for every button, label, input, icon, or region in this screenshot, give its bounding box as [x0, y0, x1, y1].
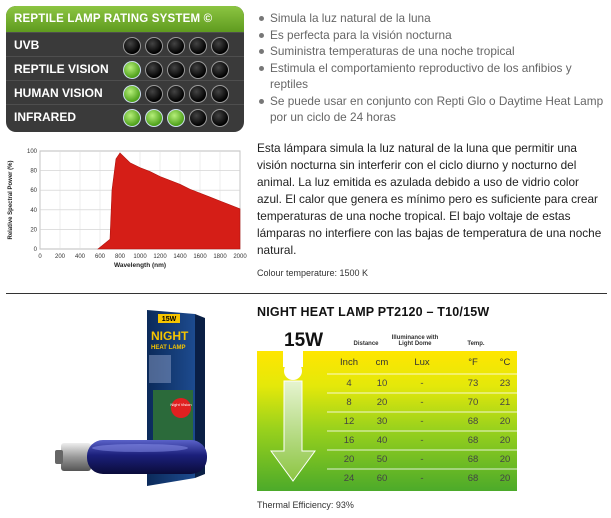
heat-table-cell-lux: - — [420, 397, 424, 408]
rating-dot-on-icon — [167, 109, 185, 127]
rating-dot-on-icon — [145, 109, 163, 127]
rating-dot-on-icon — [123, 61, 141, 79]
heat-table-cell-f: 68 — [467, 435, 479, 446]
x-tick-label: 200 — [54, 254, 66, 260]
lux-unit: Lux — [414, 357, 430, 368]
feature-item: Simula la luz natural de la luna — [256, 10, 608, 27]
heat-table-cell-inch: 16 — [343, 435, 355, 446]
rating-label: REPTILE VISION — [14, 62, 109, 76]
rating-title: REPTILE LAMP RATING SYSTEM © — [6, 6, 244, 32]
rating-dot-off-icon — [167, 61, 185, 79]
heat-table-cell-c: 20 — [499, 435, 511, 446]
rating-dot-off-icon — [211, 85, 229, 103]
rating-row — [6, 56, 244, 80]
rating-dot-off-icon — [211, 37, 229, 55]
rating-dot-off-icon — [167, 37, 185, 55]
rating-dot-off-icon — [189, 61, 207, 79]
rating-dot-off-icon — [123, 37, 141, 55]
feature-item: Se puede usar en conjunto con Repti Glo o Daytime Heat Lamp por un ciclo de 24 horas — [256, 93, 608, 126]
rating-dot-off-icon — [145, 61, 163, 79]
heat-table-cell-c: 20 — [499, 473, 511, 484]
section-divider — [6, 293, 607, 294]
y-tick-label: 20 — [30, 227, 37, 234]
x-tick-label: 1800 — [213, 254, 227, 260]
illuminance-header: Illuminance with Light Dome — [391, 335, 439, 347]
rating-dot-off-icon — [189, 85, 207, 103]
distance-header: Distance — [353, 341, 379, 347]
inch-unit: Inch — [340, 357, 358, 368]
lamp-rating-panel — [6, 6, 244, 132]
x-tick-label: 2000 — [233, 254, 247, 260]
heat-table-cell-cm: 10 — [376, 378, 388, 389]
rating-dot-off-icon — [211, 61, 229, 79]
rating-dots — [123, 85, 229, 103]
heat-table-cell-inch: 12 — [343, 416, 355, 427]
heat-table-cell-cm: 30 — [376, 416, 388, 427]
bulb-icon — [283, 351, 303, 380]
heat-table-cell-inch: 8 — [346, 397, 352, 408]
x-tick-label: 0 — [38, 254, 42, 260]
heat-table-cell-inch: 4 — [346, 378, 352, 389]
rating-dot-off-icon — [145, 37, 163, 55]
heat-table-cell-cm: 20 — [376, 397, 388, 408]
box-subname: HEAT LAMP — [151, 345, 186, 351]
rating-dot-off-icon — [145, 85, 163, 103]
y-tick-label: 0 — [33, 247, 37, 253]
y-axis-label: Relative Spectral Power (%) — [8, 160, 14, 240]
feature-item: Es perfecta para la visión nocturna — [256, 27, 608, 44]
night-lamp-title: NIGHT HEAT LAMP PT2120 – T10/15W — [257, 305, 490, 319]
feature-list — [256, 10, 608, 126]
box-name: NIGHT — [151, 329, 189, 343]
rating-row — [6, 80, 244, 104]
heat-table-cell-lux: - — [420, 473, 424, 484]
heat-table-cell-lux: - — [420, 454, 424, 465]
lamp-wattage: 15W — [284, 330, 324, 351]
x-tick-label: 1400 — [173, 254, 187, 260]
heat-table-cell-cm: 60 — [376, 473, 388, 484]
heat-table-cell-cm: 50 — [376, 454, 388, 465]
heat-table-cell-lux: - — [420, 416, 424, 427]
heat-table-cell-c: 20 — [499, 416, 511, 427]
heat-table-cell-inch: 24 — [343, 473, 355, 484]
rating-label: HUMAN VISION — [14, 86, 103, 100]
celsius-unit: °C — [499, 357, 511, 368]
heat-table-cell-lux: - — [420, 435, 424, 446]
rating-row — [6, 32, 244, 56]
heat-table-cell-f: 68 — [467, 473, 479, 484]
feature-item: Estimula el comportamiento reproductivo de los anfibios y reptiles — [256, 60, 608, 93]
rating-dot-off-icon — [211, 109, 229, 127]
x-axis-label: Wavelength (nm) — [113, 262, 167, 269]
colour-temperature: Colour temperature: 1500 K — [257, 268, 369, 278]
rating-dot-off-icon — [189, 109, 207, 127]
x-tick-label: 400 — [74, 254, 86, 260]
product-image — [35, 300, 235, 515]
heat-table-cell-cm: 40 — [376, 435, 388, 446]
cm-unit: cm — [375, 357, 389, 368]
y-tick-label: 100 — [26, 149, 37, 155]
heat-table-cell-f: 68 — [467, 454, 479, 465]
heat-table-cell-c: 21 — [499, 397, 511, 408]
x-tick-label: 1000 — [133, 254, 147, 260]
rating-dots — [123, 61, 229, 79]
y-tick-label: 60 — [30, 188, 37, 195]
thermal-efficiency: Thermal Efficiency: 93% — [257, 500, 354, 510]
x-tick-label: 800 — [114, 254, 126, 260]
temp-header: Temp. — [467, 341, 485, 347]
box-watt: 15W — [161, 316, 177, 323]
y-tick-label: 40 — [30, 207, 37, 214]
heat-table-cell-c: 23 — [499, 378, 511, 389]
product-description: Esta lámpara simula la luz natural de la luna que permitir una visión nocturna sin interferir con el ciclo diurno y nocturno del animal. La luz emitida es azulada debido a uso de vidrio color azul. El calor que genera es mínimo pero es suficiente para crear temperaturas de una noche tropical. El bajo voltaje de estas lámparas no interfiere con las bajas de temperatura de una noche natural. — [257, 141, 602, 257]
heat-table-cell-f: 70 — [467, 397, 479, 408]
rating-dot-off-icon — [167, 85, 185, 103]
feature-item: Suministra temperaturas de una noche tropical — [256, 43, 608, 60]
rating-dot-on-icon — [123, 85, 141, 103]
spectrum-chart — [4, 143, 249, 273]
rating-row — [6, 104, 244, 128]
rating-label: INFRARED — [14, 110, 76, 124]
rating-dot-off-icon — [189, 37, 207, 55]
heat-table-cell-inch: 20 — [343, 454, 355, 465]
heat-table-cell-f: 68 — [467, 416, 479, 427]
heat-table-cell-f: 73 — [467, 378, 479, 389]
bulb — [55, 440, 207, 474]
fahrenheit-unit: °F — [468, 357, 478, 368]
heat-table-cell-c: 20 — [499, 454, 511, 465]
heat-table-cell-lux: - — [420, 378, 424, 389]
x-tick-label: 600 — [94, 254, 106, 260]
box-badge: Night Vision — [170, 402, 192, 407]
y-tick-label: 80 — [30, 168, 37, 175]
rating-dots — [123, 37, 229, 55]
rating-label: UVB — [14, 38, 40, 52]
x-tick-label: 1600 — [193, 254, 207, 260]
rating-dots — [123, 109, 229, 127]
x-tick-label: 1200 — [153, 254, 167, 260]
rating-dot-on-icon — [123, 109, 141, 127]
